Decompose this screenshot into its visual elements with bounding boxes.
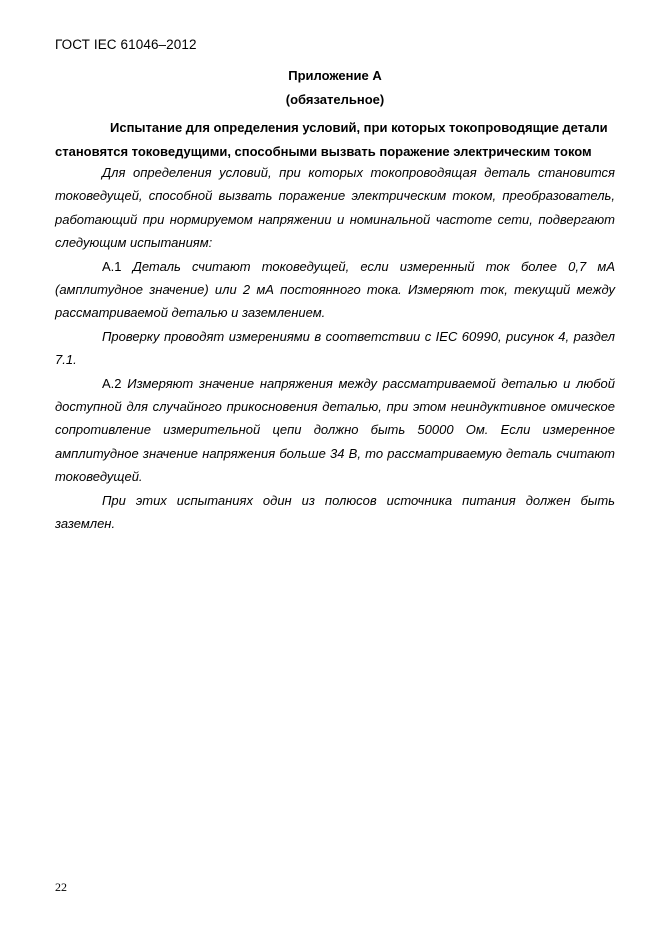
standard-code-header: ГОСТ IEC 61046–2012: [55, 37, 197, 52]
annex-status: (обязательное): [285, 92, 385, 107]
annex-heading-line-1: Испытание для определения условий, при которых токопроводящие детали: [110, 120, 608, 135]
annex-body: [55, 161, 615, 536]
clause-text-a2: Измеряют значение напряжения между рассматриваемой деталью и любой доступной для случайного прикосновения деталью, при этом неиндуктивное омическое сопротивление измерительной цепи должно быть 50000 Ом. Если измеренное амплитудное значение напряжения больше 34 В, то рассматриваемую деталь считают токоведущей.: [55, 375, 615, 485]
paragraph-a2: [55, 372, 615, 489]
annex-heading-line-2: становятся токоведущими, способными вызвать поражение электрическим током: [55, 144, 592, 159]
page-number: 22: [55, 880, 67, 894]
paragraph-a1: [55, 255, 615, 325]
clause-number-a1: А.1: [102, 258, 122, 274]
annex-title: Приложение А: [288, 68, 382, 83]
paragraph-grounding: При этих испытаниях один из полюсов источника питания должен быть заземлен.: [55, 492, 615, 532]
annex-heading: [55, 116, 615, 164]
clause-text-a1: Деталь считают токоведущей, если измеренный ток более 0,7 мА (амплитудное значение) или 2 мА постоянного тока. Измеряют ток, текущий между рассматриваемой деталью и заземлением.: [55, 258, 615, 321]
paragraph-intro: Для определения условий, при которых токопроводящая деталь становится токоведущей, способной вызвать поражение электрическим током, преобразователь, работающий при нормируемом напряжении и номинальной частоте сети, подвергают следующим испытаниям:: [55, 165, 615, 251]
paragraph-check: Проверку проводят измерениями в соответствии с IEC 60990, рисунок 4, раздел 7.1.: [55, 328, 615, 368]
clause-number-a2: А.2: [102, 375, 122, 391]
